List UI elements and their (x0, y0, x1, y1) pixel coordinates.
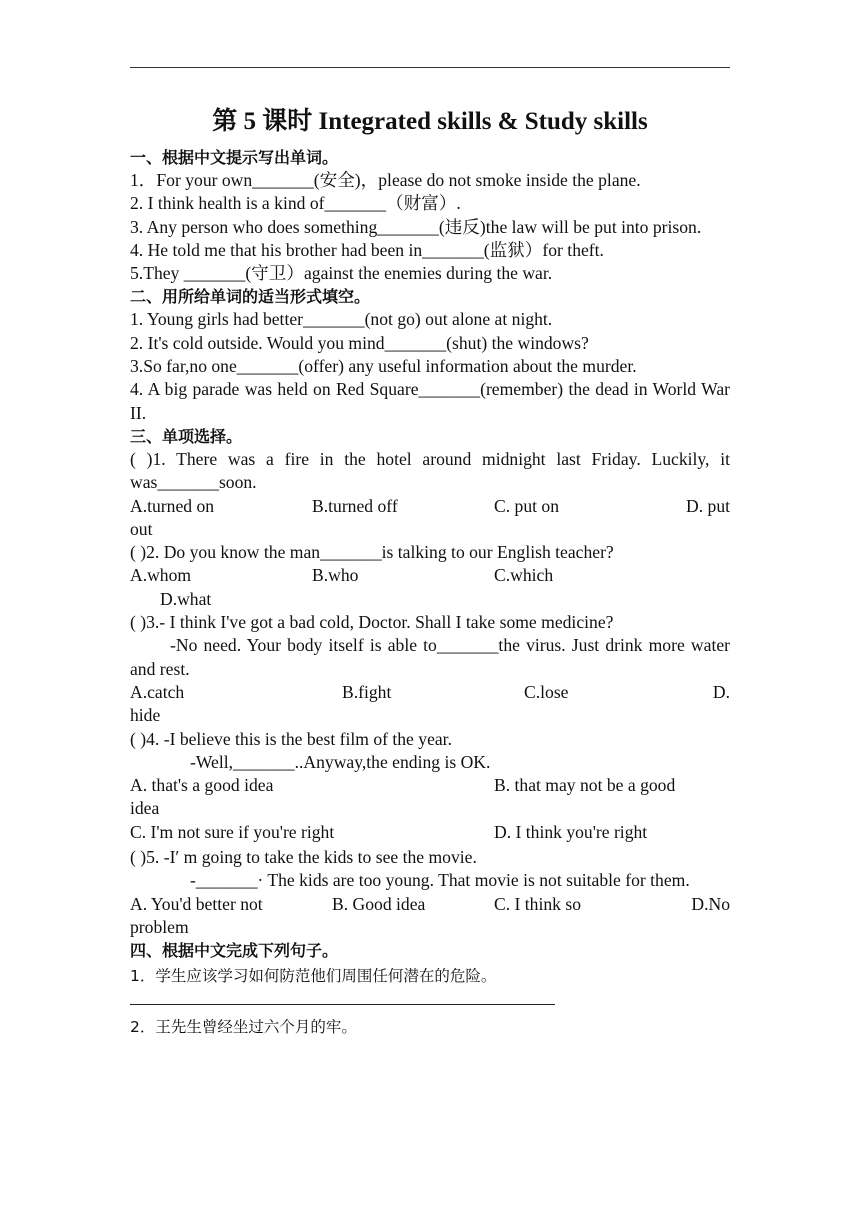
exercise-item: 3. Any person who does something_______(违反)the law will be put into prison. (130, 216, 702, 237)
option-d: D.No (691, 893, 730, 914)
option-b: B.fight (342, 681, 392, 702)
page-title: 第 5 课时 Integrated skills & Study skills (212, 108, 648, 135)
translation-item: 1．学生应该学习如何防范他们周围任何潜在的危险。 (130, 967, 497, 986)
question-stem: ( )3.- I think I've got a bad cold, Doctor. Shall I take some medicine? (130, 612, 614, 633)
option-a: A. that's a good idea (130, 775, 274, 796)
answer-line (130, 990, 555, 1005)
option-c: C.lose (524, 681, 569, 702)
option-b: B. that may not be a good (494, 775, 676, 796)
option-b: B.turned off (312, 495, 398, 516)
option-d: D. (712, 681, 730, 702)
question-stem-reply: -Well,_______..Anyway,the ending is OK. (190, 751, 491, 772)
option-d: D.what (160, 588, 212, 609)
exercise-item: 4. A big parade was held on Red Square_______(remember) the dead in World War II. (130, 379, 730, 423)
exercise-item: 4. He told me that his brother had been in_______(监狱）for theft. (130, 239, 604, 260)
option-b: B.who (312, 565, 359, 586)
answer-options (130, 821, 730, 844)
option-b: B. Good idea (332, 893, 426, 914)
exercise-item: 5.They _______(守卫）against the enemies during the war. (130, 263, 553, 284)
exercise-item: 2. It's cold outside. Would you mind_______(shut) the windows? (130, 332, 589, 353)
option-continuation: problem (130, 916, 189, 937)
option-a: A.whom (130, 565, 192, 586)
answer-options (130, 564, 730, 587)
option-c: C. put on (494, 495, 560, 516)
option-a: A.turned on (130, 495, 215, 516)
option-c: C.which (494, 565, 554, 586)
question-stem: ( )4. -I believe this is the best film of the year. (130, 728, 452, 749)
question-stem: ( )2. Do you know the man_______is talking to our English teacher? (130, 542, 614, 563)
worksheet-content (130, 100, 730, 1041)
option-a: A.catch (130, 681, 185, 702)
answer-options (130, 681, 730, 704)
exercise-item: 2. I think health is a kind of_______（财富）. (130, 193, 461, 214)
question-stem-reply: -_______· The kids are too young. That movie is not suitable for them. (190, 870, 690, 891)
option-continuation: idea (130, 798, 160, 819)
question-stem: ( )1. There was a fire in the hotel around midnight last Friday. Luckily, it was_______soon. (130, 448, 730, 493)
answer-options (130, 495, 730, 518)
section-heading-1: 一、根据中文提示写出单词。 (130, 148, 339, 167)
option-continuation: out (130, 518, 153, 539)
exercise-item: 3.So far,no one_______(offer) any useful information about the murder. (130, 356, 637, 377)
question-stem: ( )5. -I′ m going to take the kids to see the movie. (130, 847, 477, 868)
option-a: A. You'd better not (130, 893, 263, 914)
option-d: D. I think you're right (494, 821, 648, 842)
translation-item: 2．王先生曾经坐过六个月的牢。 (130, 1018, 357, 1037)
section-heading-2: 二、用所给单词的适当形式填空。 (130, 287, 371, 307)
section-heading-3: 三、单项选择。 (130, 426, 243, 446)
answer-options (130, 893, 730, 916)
option-c: C. I think so (494, 893, 581, 914)
option-c: C. I'm not sure if you're right (130, 821, 335, 842)
answer-options (130, 774, 730, 797)
option-d: D. put (686, 495, 730, 516)
option-continuation: hide (130, 705, 161, 726)
exercise-item: 1. Young girls had better_______(not go) out alone at night. (130, 309, 553, 330)
header-rule (130, 67, 730, 68)
section-heading-4: 四、根据中文完成下列句子。 (130, 941, 339, 961)
question-stem-reply: -No need. Your body itself is able to_______the virus. Just drink more water and rest. (130, 635, 730, 679)
exercise-item: 1．For your own_______(安全)，please do not smoke inside the plane. (130, 170, 641, 190)
